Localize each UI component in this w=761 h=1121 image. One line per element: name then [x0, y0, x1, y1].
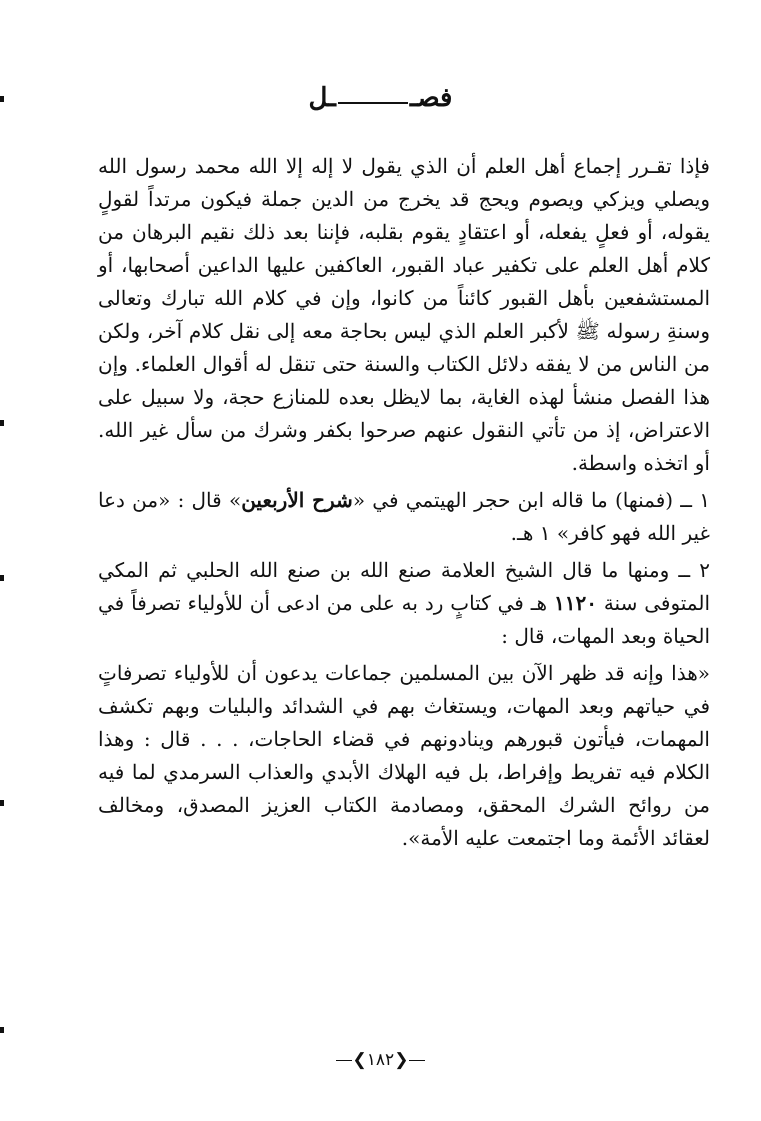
block-quote: «هذا وإنه قد ظهر الآن بين المسلمين جماعات يدعون أن للأولياء تصرفاتٍ في حياتهم وبعد المهات، ويستغاث بهم في الشدائد والبليات وبهم تكشف المهمات، فيأتون قبورهم وينادونهم في قضاء الحاجات، . . . قال : وهذا الكلام فيه تفريط وإفراط، بل فيه الهلاك الأبدي والعذاب السرمدي لما فيه من روائح الشرك المحقق، ومصادمة الكتاب العزيز المصدق، ومخالف لعقائد الأئمة وما اجتمعت عليه الأمة».: [98, 661, 710, 850]
chapter-title-start: فصـ: [409, 83, 453, 113]
footer-rule: [336, 1060, 352, 1061]
footer-ornament: ❮: [394, 1050, 409, 1070]
item-2-year: ١١٢٠: [553, 591, 597, 615]
item-2-lead: ٢ ــ ومنها ما قال الشيخ العلامة صنع الله بن صنع الله الحلبي ثم المكي المتوفى سنة: [98, 558, 711, 615]
quote-item-1: [98, 484, 710, 550]
scan-edge-mark: [0, 575, 4, 581]
scan-edge-mark: [0, 1027, 4, 1033]
chapter-title-end: ـل: [308, 83, 336, 113]
item-1-book-title: شرح الأربعين: [241, 488, 353, 512]
footer-ornament: ❯: [352, 1050, 367, 1070]
item-2-tail: هـ في كتابٍ رد به على من ادعى أن للأولياء تصرفاً في الحياة وبعد المهات، قال :: [98, 591, 710, 648]
scan-edge-mark: [0, 420, 4, 426]
chapter-header: [0, 78, 761, 118]
intro-paragraph: فإذا تقـرر إجماع أهل العلم أن الذي يقول لا إله إلا الله محمد رسول الله ويصلي ويزكي ويصوم ويحج قد يخرج من الدين جملة فيكون مرتداً لقولٍ يقوله، أو فعلٍ يفعله، أو اعتقادٍ يقوم بقلبه، فإننا بعد ذلك نقيم البرهان من كلام أهل العلم على تكفير عباد القبور، العاكفين عليها الداعين أصحابها، أو المستشفعين بأهل القبور كائناً من كانوا، وإن في كلام الله تبارك وتعالى وسنةِ رسوله ﷺ لأكبر العلم الذي ليس بحاجة معه إلى نقل كلام آخر، ولكن من الناس من لا يفقه دلائل الكتاب والسنة حتى تنقل له أقوال العلماء. وإن هذا الفصل منشأ لهذه الغاية، بما لايظل بعده للمنازع حجة، ولا سبيل على الاعتراض، إذ من تأتي النقول عنهم صرحوا بكفر وشرك من سأل غير الله. أو اتخذه واسطة.: [98, 154, 710, 475]
page-footer: [0, 1050, 761, 1070]
footer-rule: [409, 1060, 425, 1061]
page-number: ١٨٢: [366, 1050, 395, 1070]
chapter-title: [309, 78, 453, 118]
title-kashida-line: [338, 102, 408, 104]
scan-edge-mark: [0, 800, 4, 806]
quote-item-2: [98, 554, 710, 653]
main-text: [98, 150, 710, 855]
item-1-lead: ١ ــ (فمنها) ما قاله ابن حجر الهيتمي في «: [352, 488, 710, 512]
item-1-tail: » قال : «من دعا غير الله فهو كافر» ١ هـ.: [98, 488, 710, 545]
